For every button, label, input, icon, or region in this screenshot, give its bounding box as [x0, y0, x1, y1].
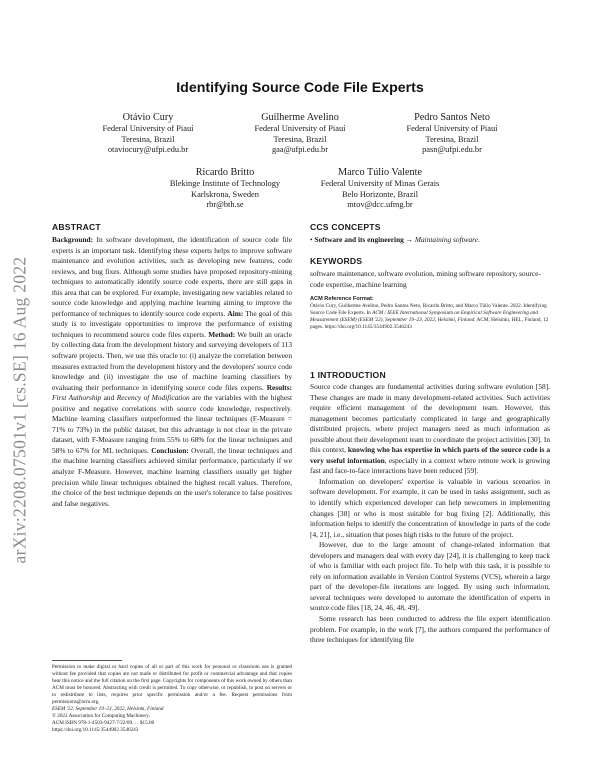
footnote-rule [52, 660, 122, 661]
reference-heading: ACM Reference Format: [310, 296, 374, 302]
reference-text-2: ACM, Helsinki, HEL, Finland, 12 pages. https://doi.org/10.1145/3544902.3546243 [310, 317, 549, 330]
intro-p1-text: Source code changes are fundamental activities during software evolution [58]. These changes are made in many development-related activities. Such activities require efficient management of the development team. However, this management becomes particularly complicated in large and geographically distributed projects, where project managers need as much information as possible about their development team to coordinate the project activities [30]. In this context, [310, 382, 550, 455]
acm-reference [310, 295, 550, 331]
permission-copyright: © 2022 Association for Computing Machinery. [52, 713, 150, 720]
background-text: In software development, the identification of source code file experts is an important task. Identifying these experts helps to improve software maintenance and evolution activities, such as developing new features, code reviews, and bug fixes. Although some studies have proposed repository-mining techniques to automatically identify source code experts, there are still gaps in this area that can be explored. For example, investigating new variables related to source code knowledge and applying machine learning aiming to improve the performance of techniques to identify source code experts. [52, 235, 292, 318]
author-email: pasn@ufpi.edu.br [422, 145, 482, 155]
author-name: Marco Túlio Valente [338, 167, 422, 178]
aim-label: Aim: [227, 308, 244, 318]
aim-text: The goal of this study is to investigate opportunities to improve the performance of existing techniques to recommend source code files experts. [52, 308, 292, 339]
ccs-arrow: → [403, 235, 415, 244]
author-location: Teresina, Brazil [425, 134, 479, 144]
keywords-body: software maintenance, software evolution, mining software repository, source-code expertise, machine learning [310, 269, 541, 289]
author-affiliation: Federal University of Piauí [102, 124, 194, 133]
intro-paragraph-4: Some research has been conducted to address the file expert identification problem. For example, in the work [7], the authors compared the performance of three techniques for identifying file [310, 614, 550, 645]
author-affiliation: Federal University of Minas Gerais [320, 179, 440, 188]
author-location: Belo Horizonte, Brazil [341, 189, 419, 199]
arxiv-id: arXiv:2208.07501v1 [cs.SE] 16 Aug 2022 [9, 256, 30, 564]
ccs-concept: Software and its engineering [314, 235, 404, 244]
keywords-heading: KEYWORDS [310, 256, 363, 266]
results-text: are the variables with the highest positive and negative correlations with source code knowledge, respectively. Machine learning classifiers outperformed the linear techniques (F-Measure = 71% to 73%) in the public dataset, but this advantage is not clear in the private dataset, with F-Measure ranging from 55% to 68% for the linear techniques and 58% to 67% for ML techniques. [52, 393, 292, 455]
ccs-end: . [478, 235, 480, 244]
author-name: Pedro Santos Neto [414, 112, 490, 123]
intro-p1-end: , especially in a context where remote work is growing fast and face-to-face interactions have been reduced [59]. [310, 455, 550, 476]
background-label: Background: [52, 235, 94, 244]
author-block [78, 111, 218, 156]
intro-paragraph-2: Information on developers' expertise is valuable in various scenarios in software development. For example, it can be used in tasks assignment, such as to identify which experienced developer can help newcomers in implementing changes [38] or who is most suitable for bug fixing [2]. Additionally, this information helps to identify the concentration of knowledge in parts of the code [4, 21], i.e., situation that poses high risks to the future of the project. [310, 476, 550, 539]
abstract-body [52, 235, 292, 509]
venue-text: ESEM '22, September 19–23, 2022, Helsinki, Finland [52, 706, 164, 713]
paper-title: Identifying Source Code File Experts [176, 80, 424, 96]
author-email: mtov@dcc.ufmg.br [347, 200, 413, 210]
ccs-bullet: • [310, 235, 315, 244]
permission-doi[interactable]: https://doi.org/10.1145/3544902.3546243 [52, 727, 139, 734]
ccs-sub: Maintaining software [414, 235, 479, 244]
author-block [382, 111, 522, 156]
results-em-recency: Recency of Modification [116, 393, 190, 403]
abstract-heading: ABSTRACT [52, 222, 101, 232]
conclusion-label: Conclusion: [151, 445, 189, 455]
author-affiliation: Blekinge Institute of Technology [169, 179, 281, 188]
method-text: We built an oracle by collecting data from the development history and surveying developers of 113 software projects. Then, we use this oracle to: (i) analyze the correlation between measures extracted from the development history and the developers' source code knowledge and (ii) investigate the use of machine learning classifiers by evaluating their performance in identifying source code files experts. [52, 329, 292, 392]
author-block [150, 166, 300, 211]
author-location: Teresina, Brazil [273, 134, 327, 144]
intro-body [310, 382, 550, 646]
author-name: Ricardo Britto [195, 167, 255, 178]
author-name: Guilherme Avelino [261, 112, 339, 123]
conclusion-text: Overall, the linear techniques and the machine learning classifiers achieved similar performance, particularly if we analyze F-Measure. However, machine learning classifiers usually get higher precision while linear techniques obtained the highest recall values. Therefore, the choice of the best technique depends on the user's tolerance to false positives and false negatives. [52, 445, 292, 508]
author-email: otaviocury@ufpi.edu.br [107, 145, 189, 155]
intro-p1-emphasis: knowing who has expertise in which parts of the source code is a very useful information [310, 445, 551, 465]
permission-isbn: ACM ISBN 978-1-4503-9427-7/22/09. . . $15.00 [52, 720, 155, 727]
author-block [305, 166, 455, 211]
arxiv-watermark [0, 200, 40, 620]
intro-paragraph-1 [310, 382, 550, 477]
author-email: rbr@bth.se [206, 200, 244, 210]
permission-block [52, 664, 292, 734]
results-label: Results: [266, 382, 292, 392]
results-em-first-authorship: First Authorship [52, 393, 102, 403]
intro-heading: 1 INTRODUCTION [310, 370, 386, 380]
author-location: Karlskrona, Sweden [191, 189, 259, 199]
results-and: and [103, 393, 115, 403]
reference-venue: ACM / IEEE International Symposium on Empirical Software Engineering and Measurement (ESEM) (ESEM '22), September 19–23, 2022, Helsinki, Finland. [310, 310, 539, 323]
intro-paragraph-3: However, due to the large amount of change-related information that developers and managers deal with every day [24], it is challenging to keep track of who is familiar with each project file. To help with this task, it is possible to rely on information available in Version Control Systems (VCS), wherein a large part of the developer-file iterations are logged. By using such information, several techniques were developed to automate the identification of experts in source code files [18, 24, 46, 48, 49]. [310, 540, 550, 613]
ccs-body [310, 235, 550, 246]
author-location: Teresina, Brazil [121, 134, 175, 144]
author-block [230, 111, 370, 156]
abstract-paragraph [52, 235, 292, 509]
author-affiliation: Federal University of Piauí [406, 124, 498, 133]
permission-notice: Permission to make digital or hard copies of all or part of this work for personal or classroom use is granted without fee provided that copies are not made or distributed for profit or commercial advantage and that copies bear this notice and the full citation on the first page. Copyrights for components of this work owned by others than ACM must be honored. Abstracting with credit is permitted. To copy otherwise, or republish, to post on servers or to redistribute to lists, requires prior specific permission and/or a fee. Request permissions from permissions@acm.org. [52, 664, 292, 706]
author-email: gaa@ufpi.edu.br [271, 145, 329, 155]
ccs-heading: CCS CONCEPTS [310, 222, 381, 232]
reference-text-1: Otávio Cury, Guilherme Avelino, Pedro Santos Neto, Ricardo Britto, and Marco Túlio Valente. 2022. Identifying Source Code File Experts. In [310, 303, 547, 316]
reference-text [310, 303, 550, 331]
method-label: Method: [208, 329, 236, 339]
author-name: Otávio Cury [122, 112, 174, 123]
author-affiliation: Federal University of Piauí [254, 124, 346, 133]
